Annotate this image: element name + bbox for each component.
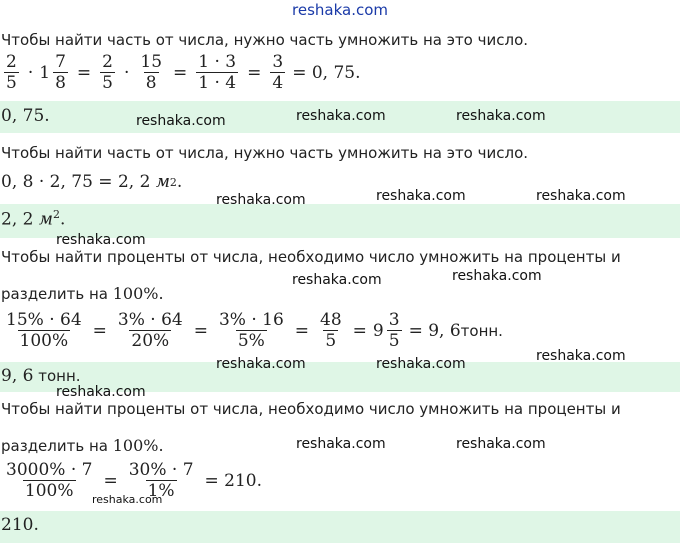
watermark: reshaka.com [216, 192, 306, 208]
fraction: $\frac{3}{5}$ [388, 310, 400, 351]
watermark: reshaka.com [292, 272, 382, 288]
fraction: $\frac{15\% \cdot 64}{100\%}$ [6, 310, 82, 351]
site-header-link[interactable]: reshaka.com [292, 1, 388, 19]
watermark: reshaka.com [56, 232, 146, 248]
watermark: reshaka.com [296, 436, 386, 452]
fraction: $\frac{3\% \cdot 16}{5\%}$ [218, 310, 284, 351]
watermark: reshaka.com [136, 113, 226, 129]
watermark: reshaka.com [456, 436, 546, 452]
watermark: reshaka.com [216, 356, 306, 372]
answer-band-4 [0, 511, 680, 543]
watermark: reshaka.com [376, 356, 466, 372]
watermark: reshaka.com [536, 348, 626, 364]
fraction: $\frac{2}{5}$ [102, 52, 113, 93]
calculation-4: $\frac{3000\% \cdot 7}{100\%}$ = $\frac{30\% \cdot 7}{1\%}$ = 210. [6, 460, 263, 501]
watermark: reshaka.com [452, 268, 542, 284]
fraction: $\frac{7}{8}$ [55, 52, 66, 93]
calculation-2: 0, 8 · 2, 75 = 2, 2 м 2 . [1, 172, 183, 192]
watermark: reshaka.com [56, 384, 146, 400]
watermark: reshaka.com [92, 493, 163, 506]
watermark: reshaka.com [376, 188, 466, 204]
fraction: $\frac{30\% \cdot 7}{1\%}$ [128, 460, 194, 501]
watermark: reshaka.com [456, 108, 546, 124]
fraction: $\frac{3\% \cdot 64}{20\%}$ [117, 310, 183, 351]
watermark: reshaka.com [296, 108, 386, 124]
fraction: $\frac{48}{5}$ [320, 310, 342, 351]
rule-text-2: Чтобы найти часть от числа, нужно часть умножить на это число. [1, 144, 529, 162]
fraction: $\frac{15}{8}$ [140, 52, 163, 93]
rule-text-3a: Чтобы найти проценты от числа, необходимо число умножить на проценты и [1, 248, 621, 266]
rule-text-1: Чтобы найти часть от числа, нужно часть умножить на это число. [1, 31, 529, 49]
answer-2: 2, 2 $м^2$. [1, 208, 66, 230]
calculation-3: $\frac{15\% \cdot 64}{100\%}$ = $\frac{3\% \cdot 64}{20\%}$ = $\frac{3\% \cdot 16}{5\%}$ = $\frac{48}{5}$ = 9 $\frac{3}{5}$ = 9, 6 тонн. [6, 310, 503, 351]
rule-text-3b: разделить на 100%. [1, 284, 164, 303]
fraction: $\frac{3000\% \cdot 7}{100\%}$ [6, 460, 93, 501]
answer-1: 0, 75. [1, 106, 50, 126]
fraction: $\frac{2}{5}$ [6, 52, 17, 93]
rule-text-4a: Чтобы найти проценты от числа, необходимо число умножить на проценты и [1, 400, 621, 418]
watermark: reshaka.com [536, 188, 626, 204]
answer-4: 210. [1, 515, 39, 535]
rule-text-4b: разделить на 100%. [1, 436, 164, 455]
calculation-1: $\frac{2}{5}$ · 1 $\frac{7}{8}$ = $\frac{2}{5}$ · $\frac{15}{8}$ = $\frac{1 \cdot 3}{1 \cdot 4}$ = $\frac{3}{4}$ = 0, 75. [6, 52, 361, 93]
fraction: $\frac{3}{4}$ [272, 52, 284, 93]
fraction: $\frac{1 \cdot 3}{1 \cdot 4}$ [198, 52, 237, 93]
answer-3: 9, 6 тонн. [1, 366, 81, 386]
